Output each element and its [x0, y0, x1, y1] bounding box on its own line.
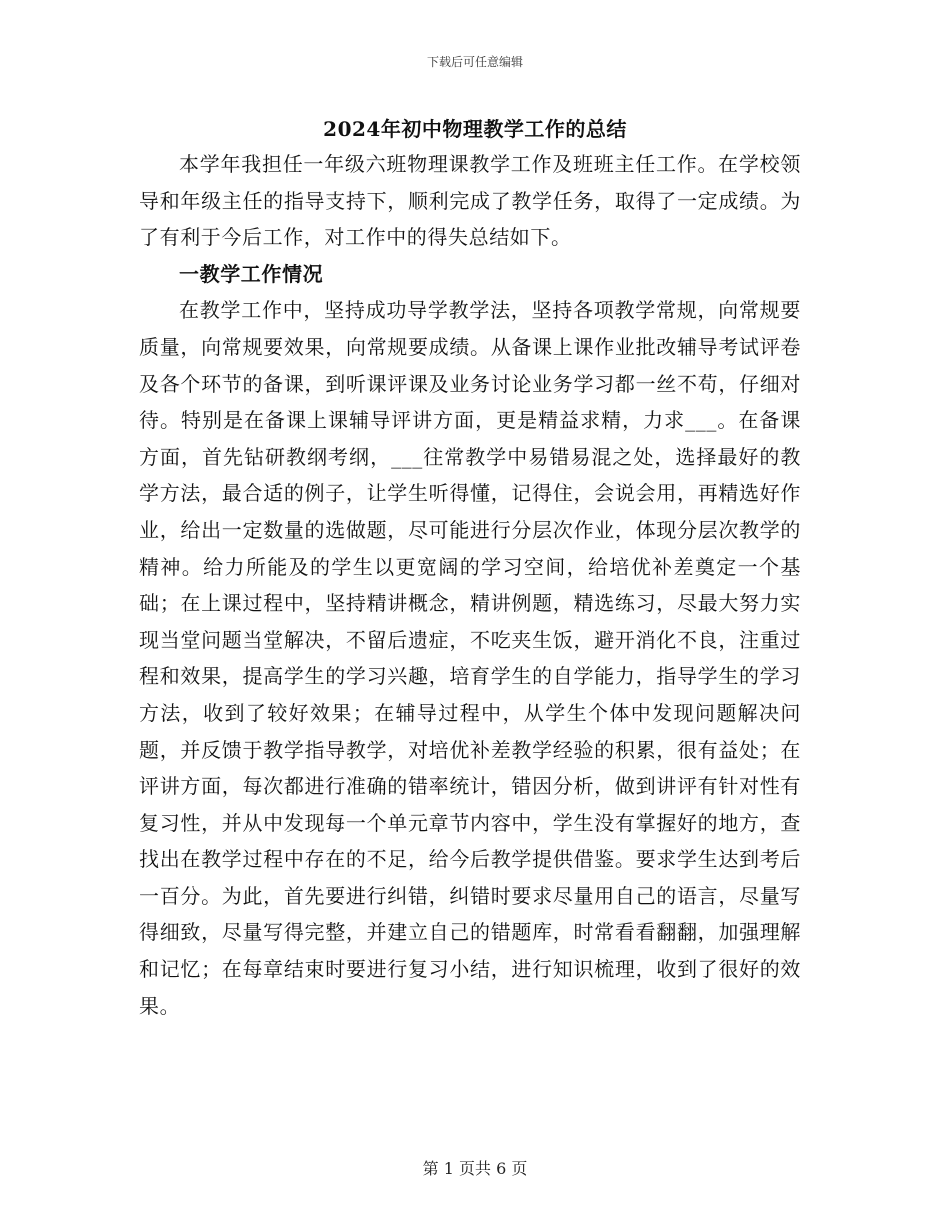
page-number: 第 1 页共 6 页: [422, 1159, 528, 1178]
intro-paragraph: 本学年我担任一年级六班物理课教学工作及班班主任工作。在学校领导和年级主任的指导支持下，顺利完成了教学任务，取得了一定成绩。为了有利于今后工作，对工作中的得失总结如下。: [139, 152, 801, 250]
section-heading: 一教学工作情况: [179, 261, 324, 286]
section-paragraph: 在教学工作中，坚持成功导学教学法，坚持各项教学常规，向常规要质量，向常规要效果，向常规要成绩。从备课上课作业批改辅导考试评卷及各个环节的备课，到听课评课及业务讨论业务学习都一丝不苟，仔细对待。特别是在备课上课辅导评讲方面，更是精益求精，力求___。在备课方面，首先钻研教纲考纲，___往常教学中易错易混之处，选择最好的教学方法，最合适的例子，让学生听得懂，记得住，会说会用，再精选好作业，给出一定数量的选做题，尽可能进行分层次作业，体现分层次教学的精神。给力所能及的学生以更宽阔的学习空间，给培优补差奠定一个基础；在上课过程中，坚持精讲概念，精讲例题，精选练习，尽最大努力实现当堂问题当堂解决，不留后遗症，不吃夹生饭，避开消化不良，注重过程和效果，提高学生的学习兴趣，培育学生的自学能力，指导学生的学习方法，收到了较好效果；在辅导过程中，从学生个体中发现问题解决问题，并反馈于教学指导教学，对培优补差教学经验的积累，很有益处；在评讲方面，每次都进行准确的错率统计，错因分析，做到讲评有针对性有复习性，并从中发现每一个单元章节内容中，学生没有掌握好的地方，查找出在教学过程中存在的不足，给今后教学提供借鉴。要求学生达到考后一百分。为此，首先要进行纠错，纠错时要求尽量用自己的语言，尽量写得细致，尽量写得完整，并建立自己的错题库，时常看看翻翻，加强理解和记忆；在每章结束时要进行复习小结，进行知识梳理，收到了很好的效果。: [139, 298, 801, 1018]
header-note: 下载后可任意编辑: [426, 55, 523, 69]
document-body: [139, 146, 801, 1024]
document-title: 2024年初中物理教学工作的总结: [323, 117, 627, 141]
